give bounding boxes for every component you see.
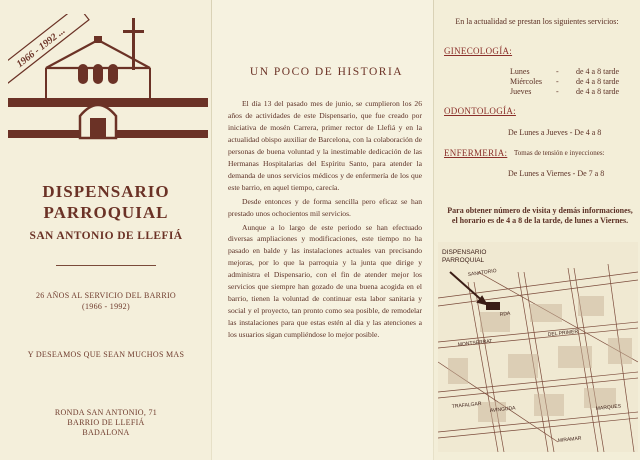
- odontology-label: ODONTOLOGÍA:: [444, 106, 516, 116]
- gyn-time: de 4 a 8 tarde: [576, 77, 620, 86]
- gyn-time: de 4 a 8 tarde: [576, 67, 620, 76]
- gyn-dash: -: [556, 77, 559, 86]
- anniversary-line-1: 26 AÑOS AL SERVICIO DEL BARRIO: [36, 291, 176, 300]
- history-heading: UN POCO DE HISTORIA: [249, 66, 404, 78]
- services-intro: En la actualidad se prestan los siguientes servicios:: [455, 17, 619, 26]
- map-street: MONTSERRAT: [457, 338, 493, 348]
- cover-panel: [0, 0, 212, 460]
- map-street: MIRAMAR: [557, 435, 582, 444]
- nursing-label: ENFERMERIA:: [444, 148, 508, 158]
- gyn-day: Lunes: [510, 67, 530, 76]
- location-map: [438, 242, 638, 452]
- visit-note: Para obtener número de visita y demás informaciones, el horario es de 4 a 8 de la tarde, de lunes a Viernes.: [447, 206, 633, 225]
- gyn-day: Jueves: [510, 87, 532, 96]
- map-street: TRAFALGAR: [451, 400, 482, 410]
- address-line-1: RONDA SAN ANTONIO, 71: [54, 408, 158, 417]
- anniversary-line-2: (1966 - 1992): [82, 302, 130, 311]
- history-paragraph: Desde entonces y de forma sencilla pero eficaz se han prestado unos ochocientos mil servicios.: [228, 196, 422, 218]
- map-street: RDA: [499, 310, 511, 318]
- wish-line: Y DESEAMOS QUE SEAN MUCHOS MAS: [27, 350, 185, 359]
- history-paragraph: El día 13 del pasado mes de junio, se cumplieron los 26 años de actividades de este Dispensario, que fue creado por iniciativa de mosén Carrera, primer rector de Llefiá y en la actualidad obispo auxiliar de Barcelona, con la colaboración de personas de buena voluntad y la inestimable dedicación de las Hermanas Hospitalarias del Espíritu Santo, para atender la demanda de unos servicios médicos y de enfermería de los que este barrio, en aquel tiempo, carecía.: [228, 99, 422, 192]
- map-street: SANATORIO: [467, 268, 497, 278]
- nursing-note: Tomas de tensión e inyecciones:: [514, 149, 605, 157]
- gynecology-label: GINECOLOGÍA:: [444, 46, 513, 56]
- gyn-dash: -: [556, 67, 559, 76]
- title-line-1: DISPENSARIO: [42, 182, 170, 201]
- odontology-schedule: De Lunes a Jueves - De 4 a 8: [508, 128, 602, 137]
- map-street: DEL PRIMER: [547, 328, 579, 338]
- history-paragraph: Aunque a lo largo de este periodo se han efectuado diversas ampliaciones y modificaciones, este tiempo no ha pasado en balde y las instalaciones actuales van precisando mejoras, por lo que la parroquia y la junta que dirige y administra el Dispensario, con el fin de atender mejor los servicios que siempre han gozado de una buena acogida en el barrio, tienen la voluntad de continuar esta labor sanitaria y social y el proyecto, tan pronto como sea posible, de remodelar las instalaciones para que estas estén al día y las atenciones a los usuarios sigan cumpliéndose lo mejor posible.: [228, 222, 422, 340]
- history-panel: [212, 0, 434, 460]
- history-body: [228, 98, 422, 343]
- map-street: AVINGUDA: [489, 405, 516, 414]
- address-line-3: BADALONA: [82, 428, 130, 437]
- church-logo: [8, 14, 208, 154]
- title-line-2: PARROQUIAL: [43, 203, 169, 222]
- divider: [56, 265, 156, 266]
- years-banner: 1966 - 1992 ...: [14, 25, 68, 71]
- map-label-line2: PARROQUIAL: [442, 257, 485, 264]
- gyn-time: de 4 a 8 tarde: [576, 87, 620, 96]
- map-label-line1: DISPENSARIO: [442, 249, 487, 256]
- nursing-schedule: De Lunes a Viernes - De 7 a 8: [508, 169, 605, 178]
- subtitle: SAN ANTONIO DE LLEFIÁ: [29, 230, 183, 242]
- gyn-day: Miércoles: [510, 77, 542, 86]
- map-street: MARQUES: [595, 403, 622, 412]
- address-line-2: BARRIO DE LLEFIÁ: [67, 418, 145, 427]
- gyn-dash: -: [556, 87, 559, 96]
